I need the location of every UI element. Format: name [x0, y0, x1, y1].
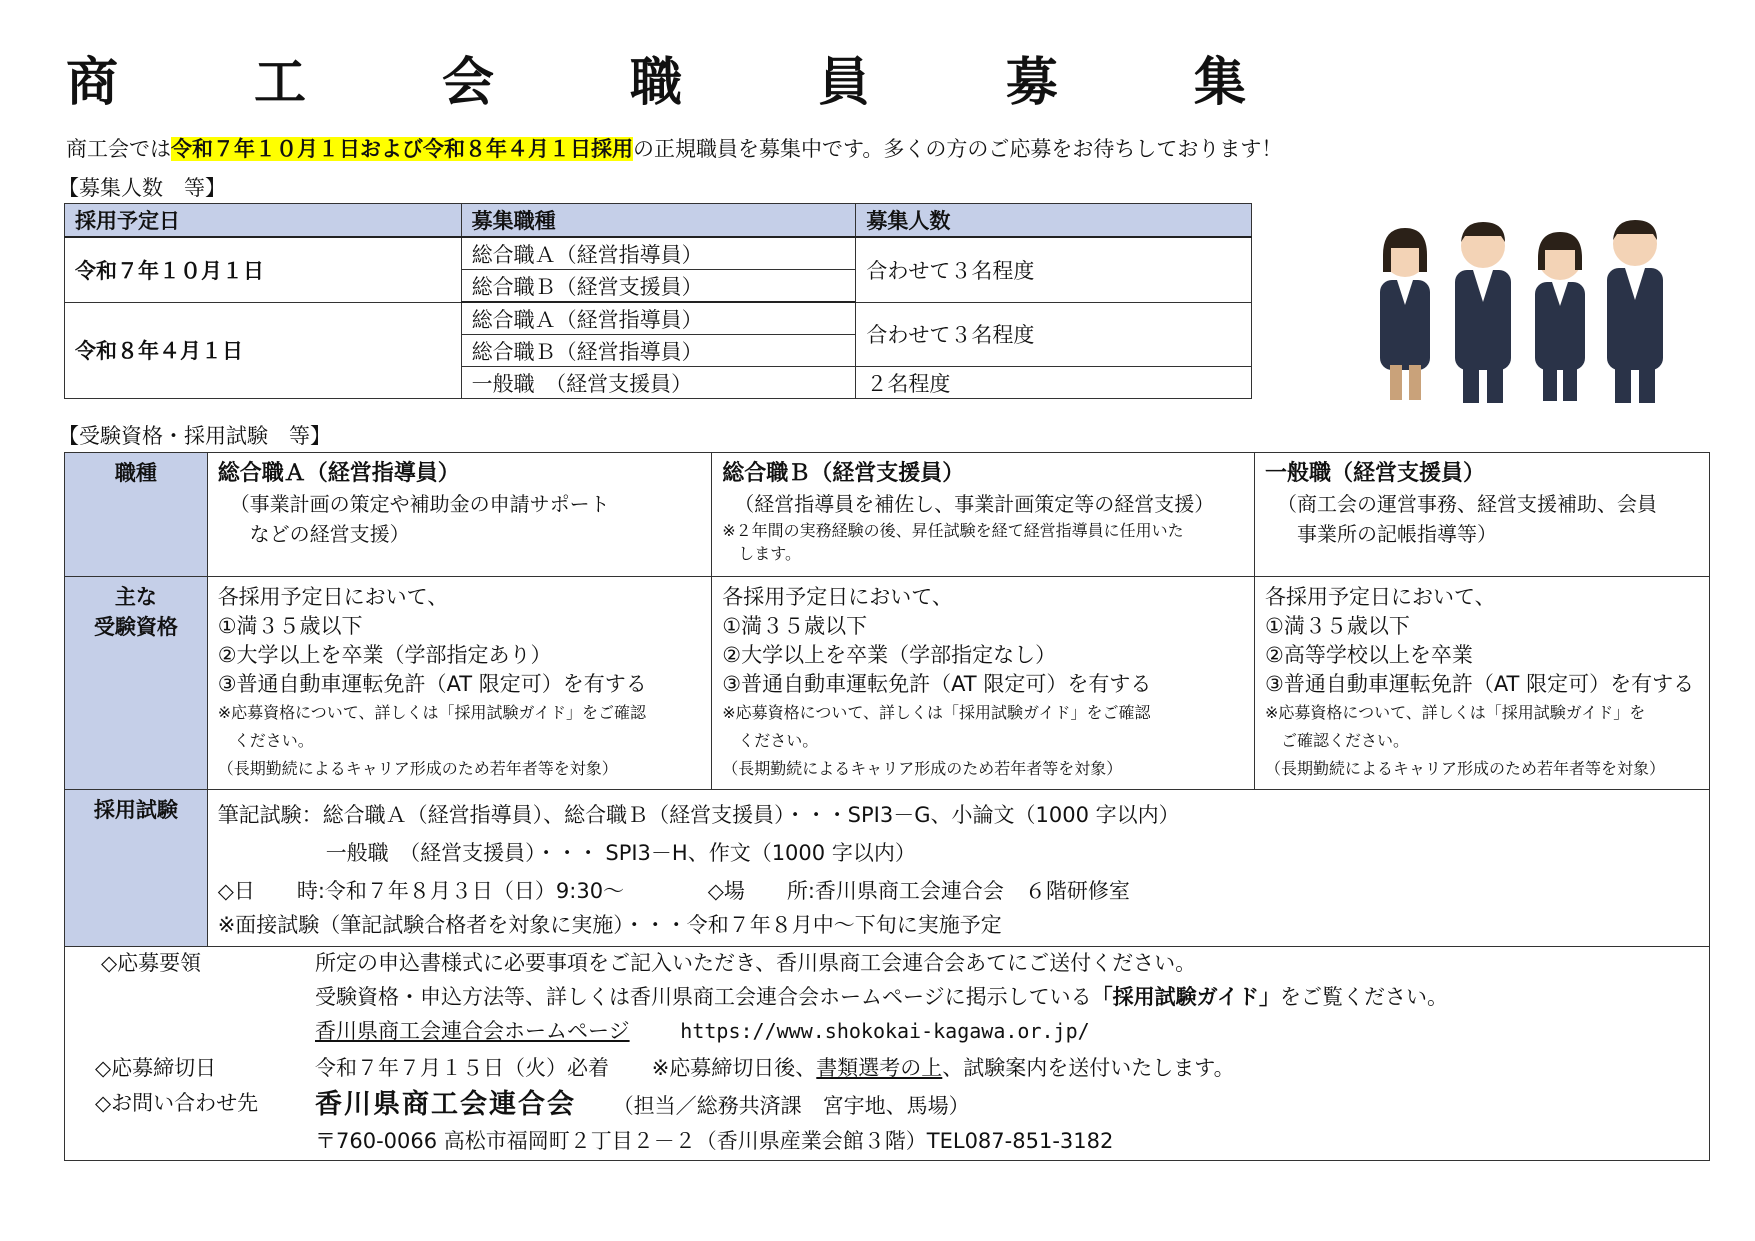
- apply-label: ◇応募要領: [101, 951, 202, 975]
- qual-note: ※応募資格について、詳しくは「採用試験ガイド」を: [1265, 703, 1646, 722]
- title-char: 職: [629, 53, 682, 113]
- staff-figure: [1607, 220, 1663, 403]
- exam-date: ◇日 時:令和７年８月３日（日）9:30～: [217, 879, 625, 903]
- homepage-link[interactable]: 香川県商工会連合会ホームページ: [315, 1019, 630, 1043]
- intro-before: 商工会では: [66, 137, 171, 161]
- guide-name: 「採用試験ガイド」: [1091, 985, 1280, 1009]
- qual-item: ②高等学校以上を卒業: [1265, 643, 1473, 667]
- contact-label: ◇お問い合わせ先: [95, 1091, 259, 1115]
- col-c-desc: （商工会の運営事務、経営支援補助、会員: [1277, 492, 1657, 516]
- col-c-title: 一般職（経営支援員）: [1265, 461, 1486, 486]
- group2-count-general: ２名程度: [856, 367, 1252, 399]
- exam-datetime-place: [218, 872, 1699, 910]
- title-char: 集: [1193, 53, 1246, 113]
- qual-note: ください。: [217, 731, 314, 750]
- col-a-title: 総合職Ａ（経営指導員）: [217, 461, 460, 486]
- col-a-job: [207, 453, 712, 577]
- section-heading-recruitment: 【募集人数 等】: [58, 176, 226, 200]
- homepage-line: [315, 1015, 1090, 1045]
- col-c-desc: 事業所の記帳指導等）: [1277, 522, 1497, 546]
- title-char: 工: [253, 53, 306, 113]
- table-header-row: [65, 204, 1252, 238]
- qual-note: （長期勤続によるキャリア形成のため若年者等を対象）: [217, 759, 618, 778]
- qual-item: 各採用予定日において、: [722, 585, 953, 609]
- qual-item: ②大学以上を卒業（学部指定なし）: [722, 643, 1057, 667]
- org-name: 香川県商工会連合会: [315, 1089, 576, 1120]
- group1-job: 総合職Ａ（経営指導員）: [461, 237, 856, 270]
- header-count: 募集人数: [856, 204, 1252, 238]
- group1-job: 総合職Ｂ（経営支援員）: [461, 270, 856, 303]
- application-info: [64, 939, 1710, 1161]
- label-exam: 採用試験: [65, 790, 208, 947]
- title-char: 募: [1005, 53, 1058, 113]
- intro-text: [66, 133, 1282, 163]
- title-char: 会: [441, 53, 494, 113]
- table-row: [65, 237, 1252, 270]
- header-job: 募集職種: [461, 204, 856, 238]
- qual-item: 各採用予定日において、: [1265, 585, 1496, 609]
- contact-person: （担当／総務共済課 宮宇地、馬場）: [612, 1094, 970, 1118]
- col-c-qualification: [1255, 577, 1710, 790]
- qual-note: ください。: [722, 731, 819, 750]
- contact-address: 〒760-0066 高松市福岡町２丁目２－２（香川県産業会館３階）TEL087-851-3182: [315, 1129, 1114, 1153]
- qualification-table: [64, 452, 1710, 947]
- intro-highlight: 令和７年１０月１日および令和８年４月１日採用: [171, 137, 633, 161]
- group2-job: 総合職Ａ（経営指導員）: [461, 302, 856, 335]
- deadline-date: 令和７年７月１５日（火）必着: [315, 1056, 609, 1080]
- deadline-note: 、試験案内を送付いたします。: [942, 1056, 1235, 1080]
- label-qual-line: 受験資格: [93, 615, 178, 639]
- qual-note: ご確認ください。: [1265, 731, 1410, 750]
- qual-item: ①満３５歳以下: [722, 614, 868, 638]
- qual-note: ※応募資格について、詳しくは「採用試験ガイド」をご確認: [722, 703, 1151, 722]
- group1-count: 合わせて３名程度: [856, 237, 1252, 302]
- group2-count: 合わせて３名程度: [856, 302, 1252, 367]
- apply-text: 受験資格・申込方法等、詳しくは香川県商工会連合会ホームページに掲示している: [315, 985, 1092, 1009]
- deadline-label: ◇応募締切日: [95, 1056, 217, 1080]
- deadline-note-underlined: 書類選考の上: [816, 1056, 943, 1080]
- group1-date: 令和７年１０月１日: [65, 237, 462, 302]
- deadline-line: [315, 1052, 1235, 1082]
- qual-item: ③普通自動車運転免許（AT 限定可）を有する: [722, 672, 1152, 696]
- qual-item: ①満３５歳以下: [217, 614, 363, 638]
- table-row: [65, 577, 1710, 790]
- col-a-desc: などの経営支援）: [229, 522, 410, 546]
- page-title: [66, 40, 1246, 113]
- staff-figure: [1535, 232, 1585, 401]
- col-b-desc: （経営指導員を補佐し、事業計画策定等の経営支援）: [734, 492, 1215, 516]
- table-row: [65, 453, 1710, 577]
- exam-place: ◇場 所:香川県商工会連合会 ６階研修室: [707, 879, 1130, 903]
- col-b-title: 総合職Ｂ（経営支援員）: [722, 461, 965, 486]
- label-job: 職種: [65, 453, 208, 577]
- staff-figure: [1380, 228, 1430, 400]
- qual-note: ※応募資格について、詳しくは「採用試験ガイド」をご確認: [217, 703, 646, 722]
- qual-item: ③普通自動車運転免許（AT 限定可）を有する: [1265, 672, 1695, 696]
- exam-interview: ※面接試験（筆記試験合格者を対象に実施）・・・令和７年８月中～下旬に実施予定: [217, 913, 1002, 937]
- apply-line: [315, 981, 1448, 1011]
- group2-job: 一般職 （経営支援員）: [461, 367, 856, 399]
- qual-item: 各採用予定日において、: [217, 585, 449, 609]
- col-b-qualification: [712, 577, 1255, 790]
- title-char: 員: [817, 53, 870, 113]
- qual-note: （長期勤続によるキャリア形成のため若年者等を対象）: [1265, 759, 1666, 778]
- col-c-job: [1255, 453, 1710, 577]
- exam-line: 一般職 （経営支援員）・・・ SPI3－H、作文（1000 字以内）: [325, 841, 916, 865]
- col-a-qualification: [207, 577, 712, 790]
- title-char: 商: [66, 53, 119, 113]
- label-qualification: [65, 577, 208, 790]
- qual-item: ②大学以上を卒業（学部指定あり）: [217, 643, 552, 667]
- section-heading-qualification: 【受験資格・採用試験 等】: [58, 424, 331, 448]
- group2-date: 令和８年４月１日: [65, 302, 462, 399]
- contact-line: [315, 1082, 970, 1121]
- table-row: [65, 790, 1710, 947]
- homepage-url[interactable]: https://www.shokokai-kagawa.or.jp/: [680, 1019, 1090, 1043]
- intro-after: の正規職員を募集中です。多くの方のご応募をお待ちしております！: [633, 137, 1283, 161]
- table-row: [65, 302, 1252, 335]
- col-a-desc: （事業計画の策定や補助金の申請サポート: [229, 492, 610, 516]
- recruitment-table: [64, 203, 1252, 399]
- exam-details: [207, 790, 1709, 947]
- label-qual-line: 主な: [114, 585, 157, 609]
- qual-note: （長期勤続によるキャリア形成のため若年者等を対象）: [722, 759, 1123, 778]
- apply-line: 所定の申込書様式に必要事項をご記入いただき、香川県商工会連合会あてにご送付ください。: [315, 951, 1197, 975]
- exam-line: 筆記試験：総合職Ａ（経営指導員）、総合職Ｂ（経営支援員）・・・SPI3－G、小論文（1000 字以内）: [217, 803, 1180, 827]
- qual-item: ①満３５歳以下: [1265, 614, 1410, 638]
- group2-job: 総合職Ｂ（経営指導員）: [461, 335, 856, 367]
- col-b-job: [712, 453, 1255, 577]
- staff-illustration: [1355, 210, 1695, 410]
- staff-figure: [1455, 222, 1511, 403]
- col-b-note: ※２年間の実務経験の後、昇任試験を経て経営指導員に任用いた: [722, 521, 1184, 540]
- apply-text: をご覧ください。: [1279, 985, 1448, 1009]
- header-date: 採用予定日: [65, 204, 462, 238]
- deadline-note: ※応募締切日後、: [651, 1056, 817, 1080]
- qual-item: ③普通自動車運転免許（AT 限定可）を有する: [217, 672, 647, 696]
- col-b-note: します。: [722, 544, 801, 563]
